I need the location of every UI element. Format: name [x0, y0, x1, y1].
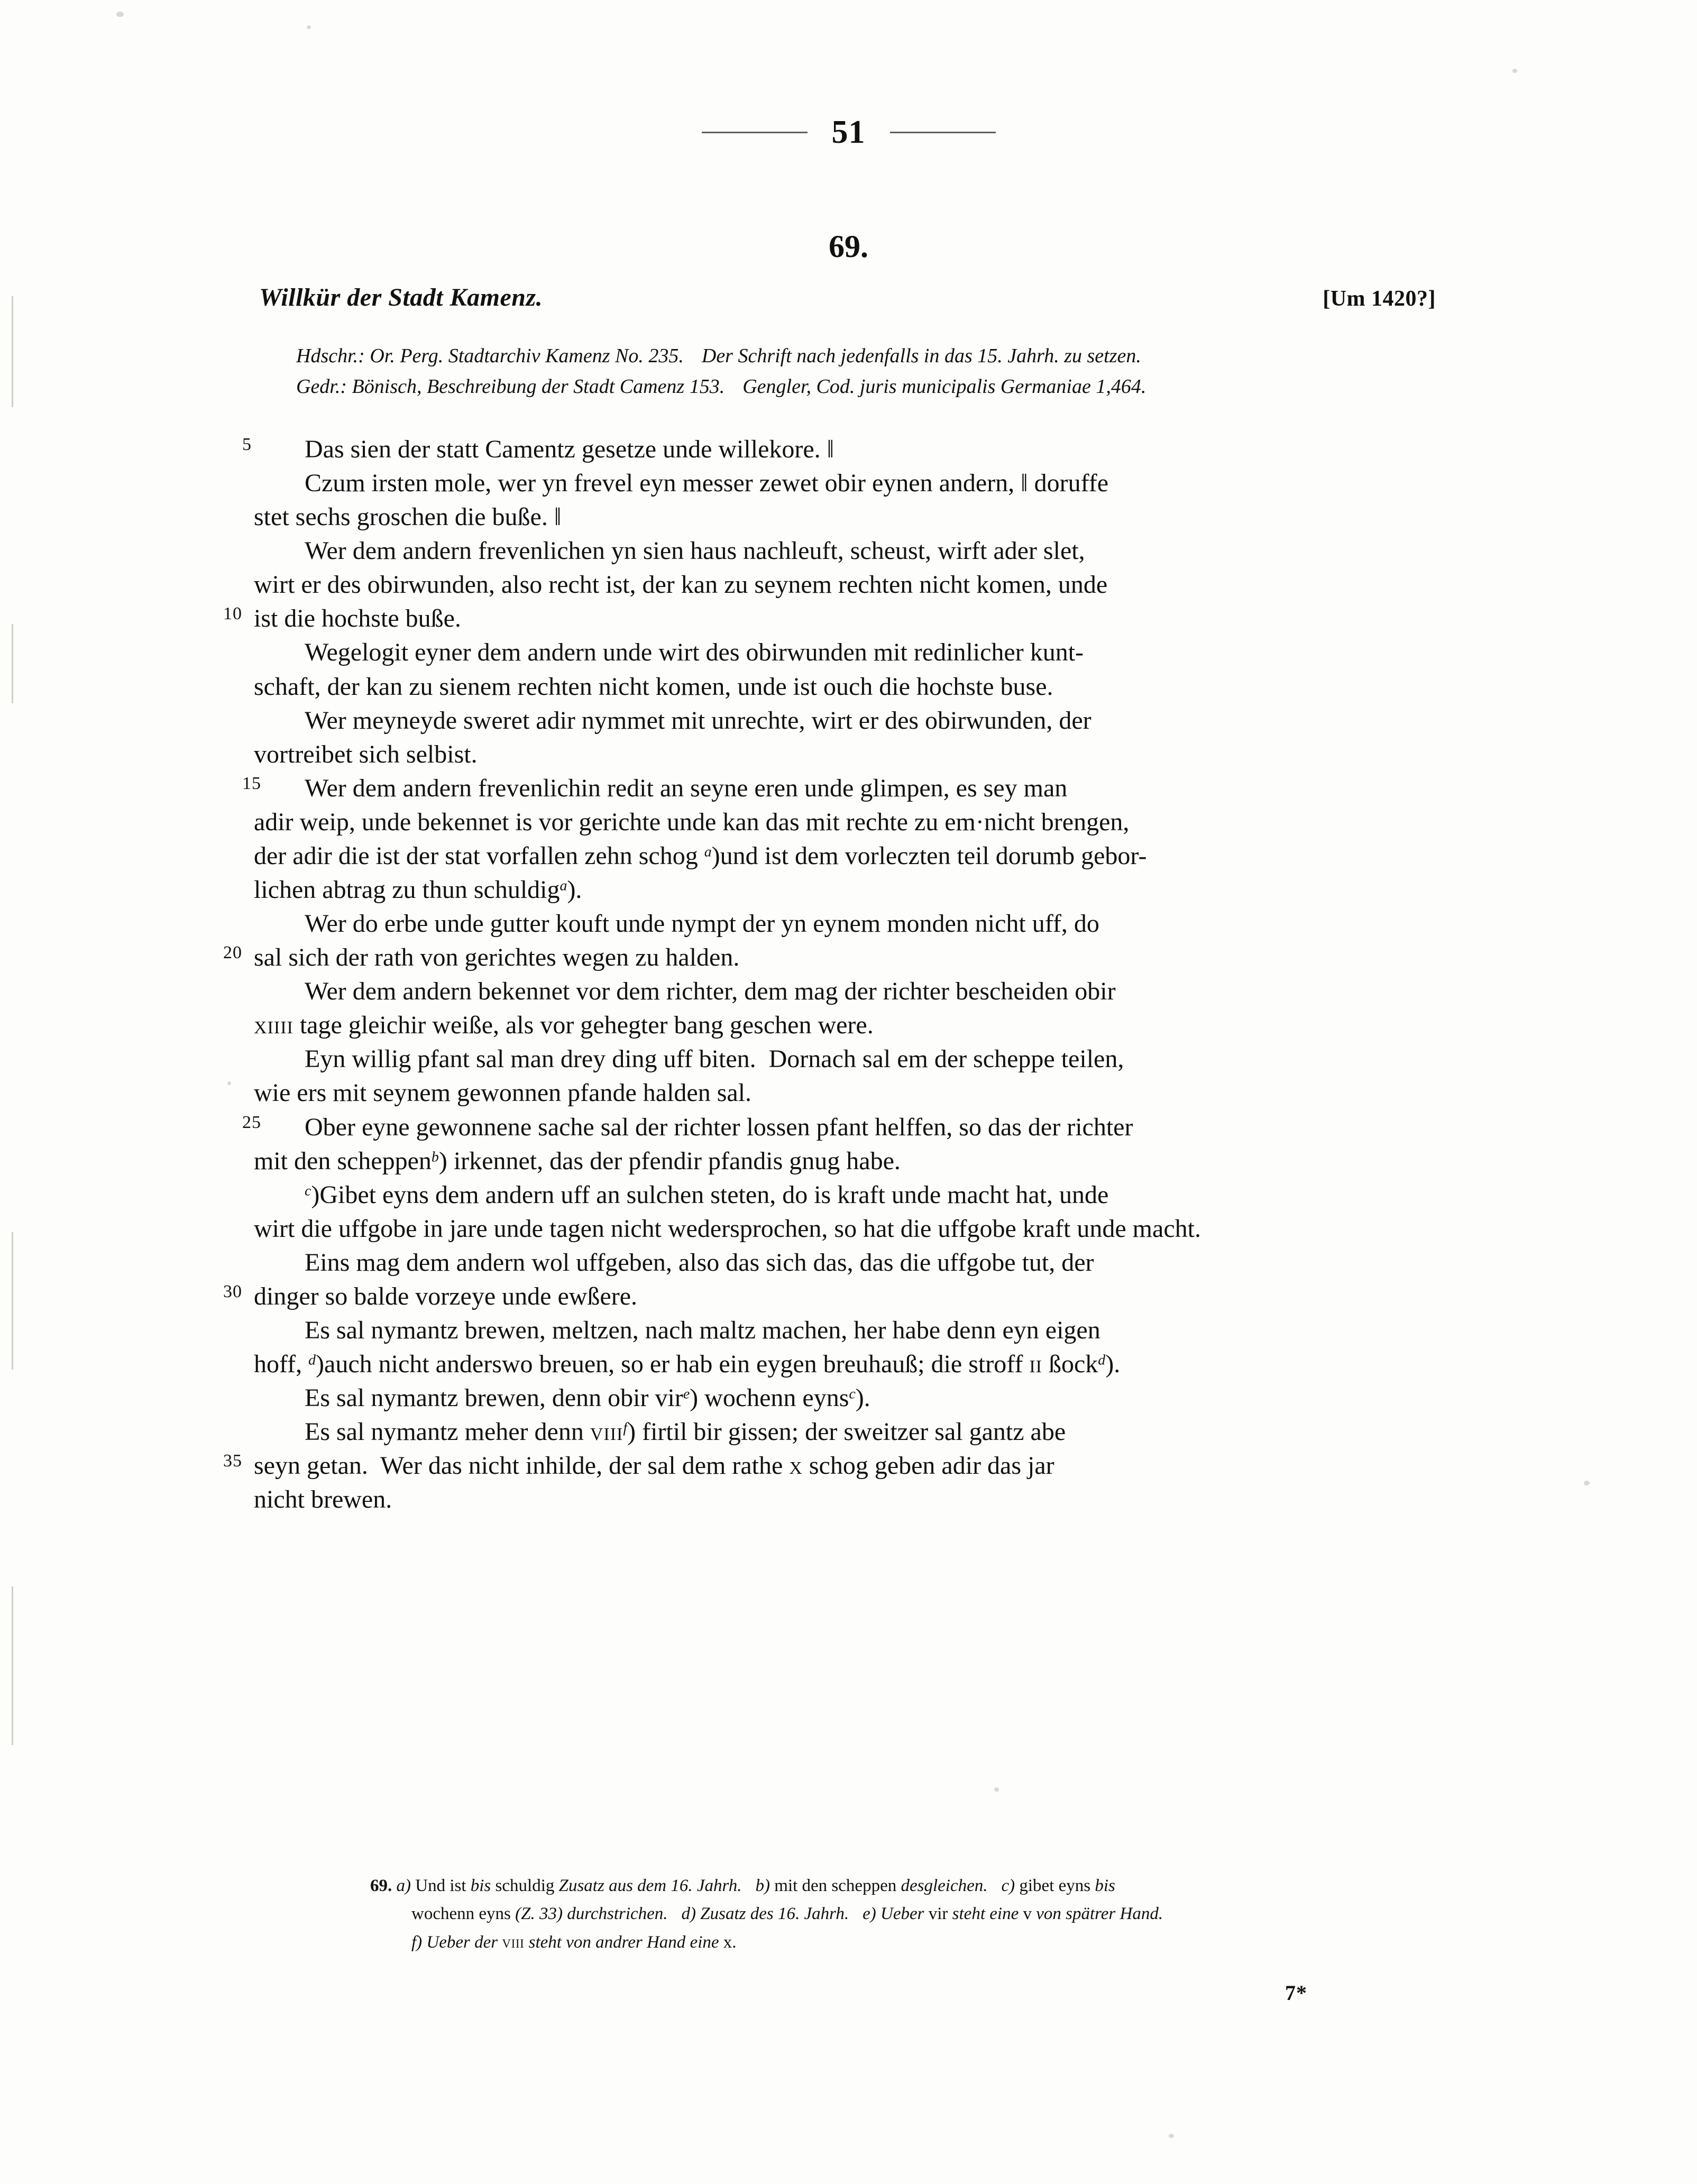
document-number: 69. [829, 229, 868, 264]
signature-mark: 7* [1285, 1981, 1307, 2005]
body-line: der adir die ist der stat vorfallen zehn schog $^a$)und ist dem vorleczten teil dorumb gebor- [254, 841, 1147, 870]
page-number: 51 [831, 114, 866, 150]
footnote-marker: e [683, 1385, 690, 1402]
body-line: Es sal nymantz brewen, denn obir vir$^e$) wochenn eyns$^c$). [305, 1384, 870, 1412]
footnote-italic: Ueber der [426, 1932, 498, 1952]
source-note: Gengler, Cod. juris municipalis Germaniae 1,464. [742, 375, 1146, 398]
footnote-apparatus [370, 1872, 1433, 1957]
body-line: Wer do erbe unde gutter kouft unde nympt der yn eynem monden nicht uff, do [305, 910, 1099, 938]
body-line: 25 Ober eyne gewonnene sache sal der richter lossen pfant helffen, so das der richter [254, 1111, 1433, 1144]
footnote-line: wochenn eyns (Z. 33) durchstrichen. d) Zusatz des 16. Jahrh. e) Ueber vir steht eine v von spätrer Hand. [411, 1904, 1163, 1924]
footnote-marker: a [704, 843, 712, 860]
line-number: 5 [242, 435, 252, 454]
body-line: Es sal nymantz brewen, meltzen, nach maltz machen, her habe denn eyn eigen [305, 1316, 1100, 1345]
footnote-marker: c [849, 1385, 856, 1402]
source-label: Hdschr.: [296, 345, 365, 367]
document-heading [259, 283, 1436, 312]
source-text: Bönisch, Beschreibung der Stadt Camenz 153. [352, 375, 725, 398]
body-line: stet sechs groschen die buße. ‖ [254, 503, 562, 531]
footnote-marker: a [559, 877, 567, 894]
body-line: 30 dinger so balde vorzeye unde ewßere. [254, 1280, 1433, 1314]
source-citations [296, 341, 1407, 402]
line-number: 10 [223, 604, 242, 624]
scan-speck [1169, 2134, 1174, 2138]
roman-numeral: ii [1029, 1350, 1042, 1379]
footnote-italic: b) [755, 1876, 770, 1895]
footnote-line: 69. a) Und ist bis schuldig Zusatz aus dem 16. Jahrh. b) mit den scheppen desgleichen. c) gibet eyns bis [370, 1876, 1115, 1895]
footnote-italic: e) [863, 1904, 876, 1924]
body-line: nicht brewen. [254, 1485, 392, 1514]
line-number: 30 [223, 1281, 242, 1301]
footnote-ref-number: 69. [370, 1876, 392, 1895]
scan-speck [227, 1081, 231, 1085]
body-line: Wer dem andern frevenlichen yn sien haus nachleuft, scheust, wirft ader slet, [305, 537, 1085, 565]
body-line: 35 seyn getan. Wer das nicht inhilde, der sal dem rathe x schog geben adir das jar [254, 1449, 1433, 1483]
source-note: Der Schrift nach jedenfalls in das 15. Jahrh. zu setzen. [701, 345, 1141, 367]
body-line: vortreibet sich selbist. [254, 740, 478, 768]
source-line [296, 341, 1407, 372]
roman-numeral: viii [590, 1418, 623, 1446]
body-line: xiiii tage gleichir weiße, als vor gehegter bang geschen were. [254, 1011, 874, 1040]
scan-speck [1512, 69, 1517, 73]
footnote-italic: f) [411, 1932, 423, 1952]
body-line: 15 Wer dem andern frevenlichin redit an seyne eren unde glimpen, es sey man [254, 772, 1433, 805]
folio-rule-left [702, 132, 808, 133]
scan-speck [994, 1787, 999, 1792]
body-line: Eins mag dem andern wol uffgeben, also das sich das, das die uffgobe tut, der [305, 1248, 1094, 1277]
footnote-italic: bis [1095, 1876, 1115, 1895]
body-line: $^c$)Gibet eyns dem andern uff an sulchen steten, do is kraft unde macht hat, unde [305, 1180, 1109, 1209]
document-title: Willkür der Stadt Kamenz. [259, 283, 543, 311]
body-line: Es sal nymantz meher denn viii$^f$) firtil bir gissen; der sweitzer sal gantz abe [305, 1418, 1066, 1446]
body-line: Czum irsten mole, wer yn frevel eyn messer zewet obir eynen andern, ‖ doruffe [305, 469, 1109, 498]
roman-numeral: xiiii [254, 1011, 293, 1040]
line-number: 20 [223, 943, 242, 963]
body-line: Eyn willig pfant sal man drey ding uff biten. Dornach sal em der scheppe teilen, [305, 1045, 1124, 1073]
footnote-italic: Zusatz des 16. Jahrh. [700, 1904, 849, 1924]
body-line: wirt die uffgobe in jare unde tagen nicht wedersprochen, so hat die uffgobe kraft unde macht. [254, 1214, 1201, 1243]
line-number: 35 [223, 1451, 242, 1471]
scan-speck [307, 25, 311, 29]
line-number: 25 [242, 1112, 261, 1132]
body-line: 5 Das sien der statt Camentz gesetze unde willekore. ‖ [254, 433, 1433, 466]
body-line: adir weip, unde bekennet is vor gerichte unde kan das mit rechte zu em·nicht brengen, [254, 807, 1130, 836]
footnote-italic: Zusatz aus dem 16. Jahrh. [558, 1876, 742, 1895]
body-line: 20 sal sich der rath von gerichtes wegen zu halden. [254, 941, 1433, 975]
scan-edge-artifact [12, 1586, 13, 1745]
footnote-italic: c) [1001, 1876, 1015, 1895]
footnote-italic: bis [470, 1876, 491, 1895]
footnote-marker: b [431, 1149, 439, 1166]
source-line [296, 372, 1407, 402]
body-line: mit den scheppen$^b$) irkennet, das der pfendir pfandis gnug habe. [254, 1146, 901, 1175]
footnote-italic: steht von andrer Hand eine [528, 1932, 719, 1952]
footnote-italic: d) [681, 1904, 696, 1924]
footnote-italic: steht eine [952, 1904, 1019, 1924]
body-line: Wer meyneyde sweret adir nymmet mit unrechte, wirt er des obirwunden, der [305, 706, 1091, 735]
scan-speck [1584, 1481, 1590, 1485]
document-date: [Um 1420?] [1323, 287, 1436, 311]
footnote-italic: Ueber [880, 1904, 924, 1924]
scan-edge-artifact [12, 1232, 13, 1370]
body-line: hoff, $^d$)auch nicht anderswo breuen, so er hab ein eygen breuhauß; die stroff ii ßock$^d$). [254, 1350, 1121, 1379]
source-label: Gedr.: [296, 375, 347, 398]
body-line: Wegelogit eyner dem andern unde wirt des obirwunden mit redinlicher kunt- [305, 638, 1084, 667]
scan-edge-artifact [12, 296, 13, 407]
footnote-marker: d [1098, 1352, 1106, 1369]
document-body [223, 433, 1433, 1517]
footnote-italic: a) [396, 1876, 411, 1895]
scan-speck [116, 12, 124, 17]
body-line: wie ers mit seynem gewonnen pfande halden sal. [254, 1079, 752, 1107]
footnote-marker: f [623, 1419, 628, 1436]
footnote-italic: (Z. 33) durchstrichen. [515, 1904, 668, 1924]
line-number: 15 [242, 773, 261, 793]
footnote-italic: von spätrer Hand. [1036, 1904, 1163, 1924]
footnote-roman-numeral: viii [502, 1932, 525, 1952]
body-line: Wer dem andern bekennet vor dem richter, dem mag der richter bescheiden obir [305, 977, 1116, 1006]
source-text: Or. Perg. Stadtarchiv Kamenz No. 235. [370, 345, 684, 367]
footnote-italic: desgleichen. [901, 1876, 988, 1895]
scan-edge-artifact [12, 624, 13, 703]
body-line: lichen abtrag zu thun schuldig$^a$). [254, 876, 582, 904]
footnote-marker: d [308, 1352, 316, 1369]
body-line: wirt er des obirwunden, also recht ist, der kan zu seynem rechten nicht komen, unde [254, 571, 1108, 599]
folio-rule-right [890, 132, 996, 133]
roman-numeral: x [789, 1452, 803, 1480]
footnote-marker: c [305, 1182, 311, 1199]
footnote-line: f) Ueber der viii steht von andrer Hand eine x. [411, 1932, 737, 1952]
running-head [0, 114, 1697, 151]
body-line: schaft, der kan zu sienem rechten nicht komen, unde ist ouch die hochste buse. [254, 672, 1053, 701]
body-line: 10 ist die hochste buße. [254, 602, 1433, 636]
